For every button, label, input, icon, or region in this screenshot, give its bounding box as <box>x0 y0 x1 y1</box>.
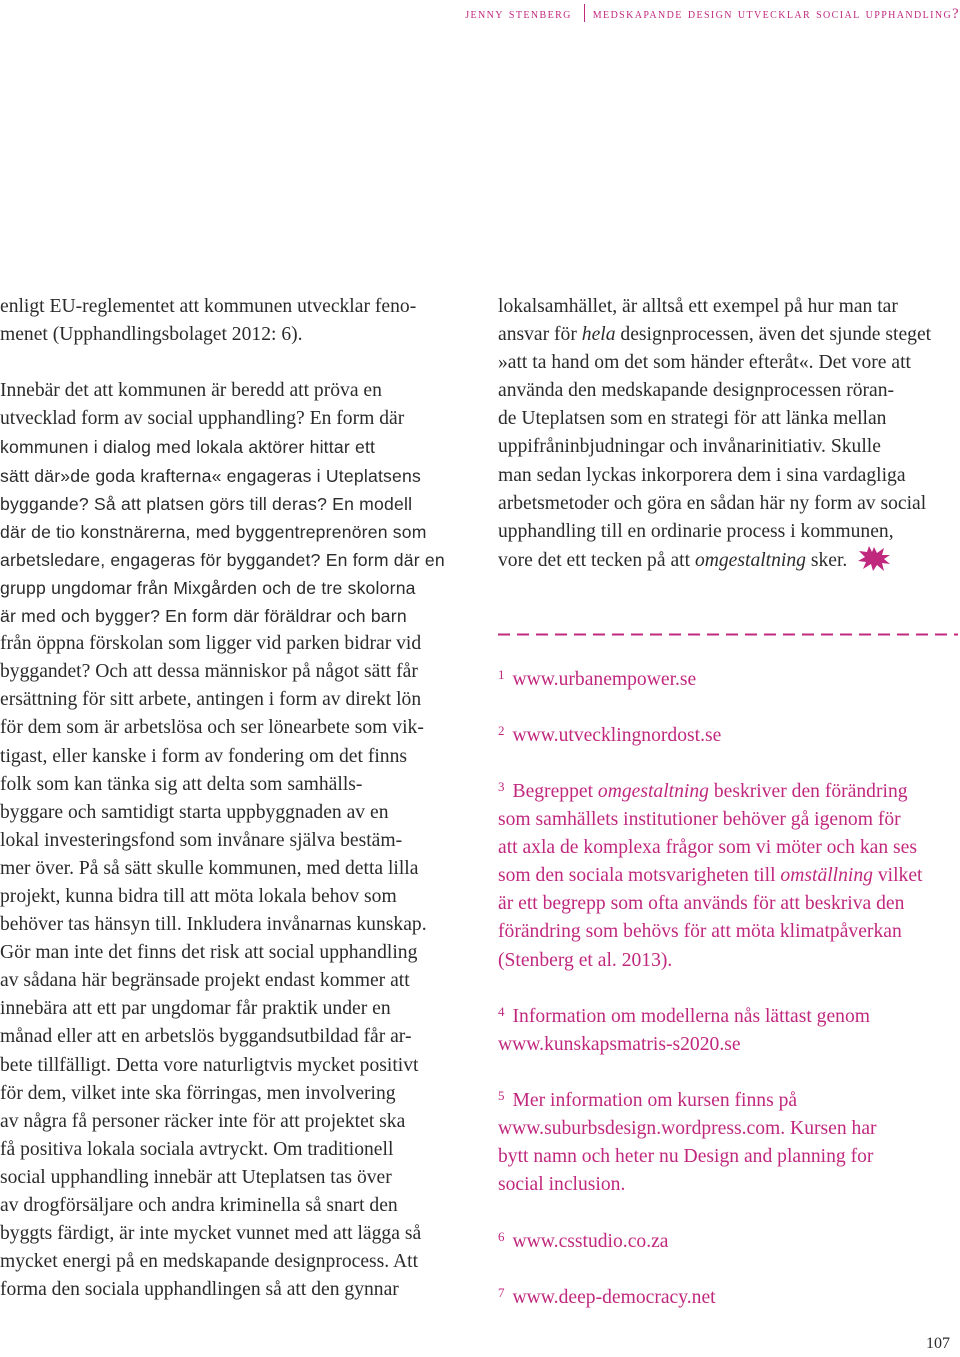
right-column <box>498 293 960 581</box>
body-line: från öppna förskolan som ligger vid parken bidrar vid <box>0 633 422 655</box>
body-line: utvecklad form av social upphandling? En form där <box>0 408 405 430</box>
body-line: projekt, kunna bidra till att möta lokala behov som <box>0 885 397 907</box>
body-line: uppifråninbjudningar och invånarinitiativ. Skulle <box>498 436 881 458</box>
footnote-3: $^3$ Begreppet omgestaltning beskriver den förändring som samhällets institutioner behöver gå igenom för att axla de komplexa frågor som vi möter och kan ses som den sociala motsvarigheten till omställning vilket är ett begrepp som ofta används för att beskriva den förändring som behövs för att möta klimatpåverkan (Stenberg et al. 2013). <box>498 779 923 971</box>
body-line: kommunen i dialog med lokala aktörer hittar ett <box>0 437 376 458</box>
body-line: innebära att ett par ungdomar får praktik under en <box>0 998 391 1020</box>
body-line: menet (Upphandlingsbolaget 2012: 6). <box>0 324 303 346</box>
body-line: ersättning för sitt arbete, antingen i form av direkt lön <box>0 689 422 711</box>
body-line: byggts färdigt, är inte mycket vunnet med att lägga så <box>0 1223 422 1245</box>
header-divider <box>584 4 585 22</box>
footnote-2 <box>498 717 960 750</box>
left-column <box>0 293 470 1304</box>
footnote-separator <box>498 633 958 636</box>
body-line: få positiva lokala sociala avtryckt. Om traditionell <box>0 1138 394 1160</box>
footnote-number: 2 <box>498 723 505 738</box>
body-line: »att ta hand om det som händer efteråt«. Det vore att <box>498 352 911 374</box>
body-line: vore det ett tecken på att omgestaltning sker. <box>498 546 960 581</box>
body-line: man sedan lyckas inkorporera dem i sina vardagliga <box>498 464 906 486</box>
body-line: mycket energi på en medskapande designprocess. Att <box>0 1251 419 1273</box>
body-line: folk som kan tänka sig att delta som samhälls- <box>0 773 363 795</box>
body-line: för dem som är arbetslösa och ser lönearbete som vik- <box>0 717 424 739</box>
body-line: Innebär det att kommunen är beredd att pröva en <box>0 380 382 402</box>
body-line: bete tillfälligt. Detta vore naturligtvis mycket positivt <box>0 1054 419 1076</box>
body-line: för dem, vilket inte ska förringas, men involvering <box>0 1082 396 1104</box>
body-line: månad eller att en arbetslös byggandsutbildad får ar- <box>0 1026 412 1048</box>
footnote-4: $^4$ Information om modellerna nås lättast genom www.kunskapsmatris-s2020.se <box>498 998 960 1059</box>
header-title: medskapande design utvecklar social upphandling? <box>592 6 960 22</box>
body-line: ansvar för hela designprocessen, även det sjunde steget <box>498 324 932 346</box>
footnote-1 <box>498 661 960 694</box>
footnote-link[interactable]: www.kunskapsmatris-s2020.se <box>498 1034 741 1056</box>
footnote-link[interactable]: www.csstudio.co.za <box>512 1231 669 1252</box>
footnote-link[interactable]: www.deep-democracy.net <box>512 1287 716 1308</box>
body-line: byggande? Så att platsen görs till deras? En modell <box>0 493 413 514</box>
page-number: 107 <box>926 1335 950 1352</box>
body-line: sätt där»de goda krafterna« engageras i Uteplatsens <box>0 465 421 486</box>
body-line: där de tio konstnärerna, med byggentreprenören som <box>0 521 427 542</box>
footnote-number: 3 <box>498 779 505 794</box>
body-line: enligt EU-reglementet att kommunen utvecklar feno- <box>0 296 417 317</box>
body-line: av drogförsäljare och andra kriminella så snart den <box>0 1195 398 1216</box>
body-line: tigast, eller kanske i form av fondering om det finns <box>0 745 408 767</box>
body-line: lokal investeringsfond som invånare själva bestäm- <box>0 829 403 851</box>
body-line: Gör man inte det finns det risk att social upphandling <box>0 942 418 964</box>
body-line: upphandling till en ordinarie process i kommunen, <box>498 520 894 542</box>
body-line: byggare och samtidigt starta uppbyggnaden av en <box>0 801 389 823</box>
footnote-number: 1 <box>498 667 505 682</box>
body-line: byggandet? Och att dessa människor på något sätt får <box>0 661 418 683</box>
body-line: använda den medskapande designprocessen röran- <box>498 380 895 402</box>
footnote-number: 6 <box>498 1229 505 1244</box>
body-line: mer över. På så sätt skulle kommunen, med detta lilla <box>0 857 419 879</box>
body-line: forma den sociala upphandlingen så att den gynnar <box>0 1279 399 1301</box>
footnote-link[interactable]: www.urbanempower.se <box>512 669 697 690</box>
body-line: grupp ungdomar från Mixgården och de tre skolorna <box>0 577 416 598</box>
footnote-number: 7 <box>498 1285 505 1300</box>
body-line: de Uteplatsen som en strategi för att länka mellan <box>498 408 887 430</box>
footnote-link[interactable]: www.utvecklingnordost.se <box>512 725 722 746</box>
running-header <box>0 4 960 23</box>
footnote-number: 5 <box>498 1088 505 1103</box>
header-author: jenny stenberg <box>465 6 572 22</box>
star-burst-icon <box>857 546 891 581</box>
body-line: av några få personer räcker inte för att projektet ska <box>0 1110 406 1132</box>
body-paragraph <box>0 377 470 1304</box>
footnote-6 <box>498 1223 960 1256</box>
body-line: arbetsledare, engageras för byggandet? En form där en <box>0 549 445 570</box>
body-line: behöver tas hänsyn till. Inkludera invånarnas kunskap. <box>0 914 427 936</box>
body-line: social upphandling innebär att Uteplatsen tas över <box>0 1166 392 1188</box>
footnote-7 <box>498 1279 960 1312</box>
footnote-number: 4 <box>498 1004 505 1019</box>
body-paragraph <box>0 293 470 349</box>
body-line: är med och bygger? En form där föräldrar och barn <box>0 606 407 627</box>
body-line: lokalsamhället, är alltså ett exempel på hur man tar <box>498 296 898 317</box>
body-line: av sådana här begränsade projekt endast kommer att <box>0 970 410 992</box>
body-line: arbetsmetoder och göra en sådan här ny form av social <box>498 492 927 514</box>
footnote-5: $^5$ Mer information om kursen finns på www.suburbsdesign.wordpress.com. Kursen har bytt namn och heter nu Design and planning for social inclusion. <box>498 1088 877 1196</box>
